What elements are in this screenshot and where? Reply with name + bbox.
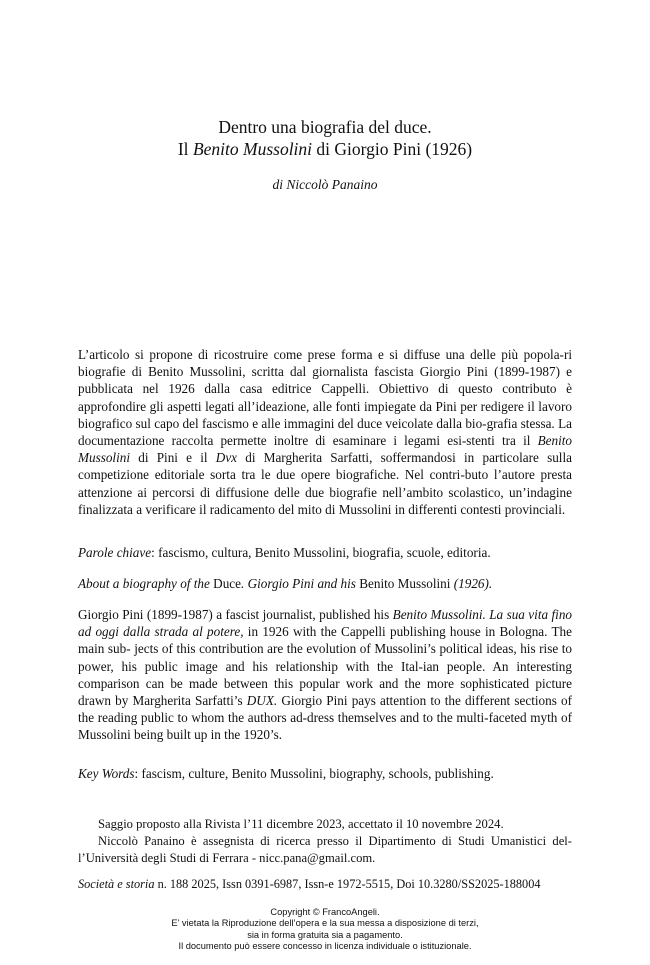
keywords-it-text: : fascismo, cultura, Benito Mussolini, biografia, scuole, editoria. xyxy=(151,545,491,560)
copyright-notice xyxy=(0,907,650,953)
copyright-line-1: Copyright © FrancoAngeli. xyxy=(270,907,380,917)
abstract-en-text-1: Giorgio Pini (1899-1987) a fascist journalist, published his xyxy=(78,607,393,622)
journal-citation xyxy=(78,876,572,893)
copyright-line-3: sia in forma gratuita sia a pagamento. xyxy=(247,929,403,940)
author-line: di Niccolò Panaino xyxy=(272,177,378,192)
keywords-italian xyxy=(78,544,572,561)
author-affiliation: Niccolò Panaino è assegnista di ricerca presso il Dipartimento di Studi Umanistici del-l’Università degli Studi di Ferrara - nicc.pana@gmail.com. xyxy=(78,834,572,865)
citation-details: n. 188 2025, Issn 0391-6987, Issn-e 1972-5515, Doi 10.3280/SS2025-188004 xyxy=(154,877,541,891)
en-title-part-3: . Giorgio Pini and his xyxy=(241,576,360,591)
english-title xyxy=(78,575,572,592)
en-title-part-4: Benito Mussolini xyxy=(359,576,451,591)
abstract-italian xyxy=(78,346,572,518)
copyright-line-2: E’ vietata la Riproduzione dell’opera e la sua messa a disposizione di terzi, xyxy=(171,918,479,929)
submission-notes xyxy=(78,816,572,867)
abstract-it-text-3: di Margherita Sarfatti, soffermandosi in particolare sulla competizione editoriale sorta tra le due opere biografiche. Nel contri-buto l’autore presta attenzione ai percorsi di diffusione delle due biografie nell’ambito scolastico, un’indagine finalizzata a verificare il radicamento del mito di Mussolini in differenti contesti provinciali. xyxy=(78,450,572,517)
abstract-en-italic-2: DUX. xyxy=(246,693,278,709)
keywords-english xyxy=(78,765,572,782)
abstract-it-text-2: di Pini e il xyxy=(130,450,216,466)
title-prefix: Il xyxy=(177,139,193,159)
keywords-it-label: Parole chiave xyxy=(78,545,152,560)
submission-dates: Saggio proposto alla Rivista l’11 dicembre 2023, accettato il 10 novembre 2024. xyxy=(98,817,504,831)
journal-name: Società e storia xyxy=(78,877,155,891)
abstract-english xyxy=(78,606,572,744)
abstract-it-italic-1: Benito Mussolini xyxy=(78,433,572,466)
keywords-en-text: : fascism, culture, Benito Mussolini, biography, schools, publishing. xyxy=(134,766,494,781)
abstract-it-text-1: L’articolo si propone di ricostruire come prese forma e si diffuse una delle più popola-ri biografie di Benito Mussolini, scritta dal giornalista fascista Giorgio Pini (1899-1987) e pubblicata nel 1926 dalla casa editrice Cappelli. Obiettivo di questo contributo è approfondire gli aspetti legati all’ideazione, alle fonti impiegate da Pini per redigere il lavoro biografico sul capo del fascismo e alle immagini del duce veicolate dalla bio-grafia stessa. La documentazione raccolta permette inoltre di esaminare i legami esi-stenti tra il xyxy=(78,347,572,449)
copyright-line-4: Il documento può essere concesso in licenza individuale o istituzionale. xyxy=(178,941,472,952)
article-title xyxy=(0,116,650,160)
title-line-2 xyxy=(0,138,650,160)
abstract-en-text-3: Giorgio Pini pays attention to the different sections of the reading public to whom the authors ad-dress themselves and to the multi-faceted myth of Mussolini being built up in the 1920’s. xyxy=(78,693,572,743)
en-title-part-2: Duce xyxy=(213,576,241,591)
abstract-it-italic-2: Dvx xyxy=(215,450,238,466)
title-italic-work: Benito Mussolini xyxy=(192,139,313,159)
abstract-en-text-2: in 1926 with the Cappelli publishing house in Bologna. The main sub- jects of this contribution are the evolution of Mussolini’s political ideas, his rise to power, his public image and his relationship with the Ital-ian people. An interesting comparison can be made between this popular work and the more sophisticated picture drawn by Margherita Sarfatti’s xyxy=(78,624,572,709)
title-suffix: di Giorgio Pini (1926) xyxy=(312,139,473,159)
en-title-part-1: About a biography of the xyxy=(78,576,214,591)
keywords-en-label: Key Words xyxy=(78,766,135,781)
title-line-1: Dentro una biografia del duce. xyxy=(218,117,432,137)
en-title-part-5: (1926). xyxy=(450,576,493,591)
abstract-en-italic-1: Benito Mussolini. La sua vita fino ad oggi dalla strada al potere, xyxy=(78,607,573,640)
